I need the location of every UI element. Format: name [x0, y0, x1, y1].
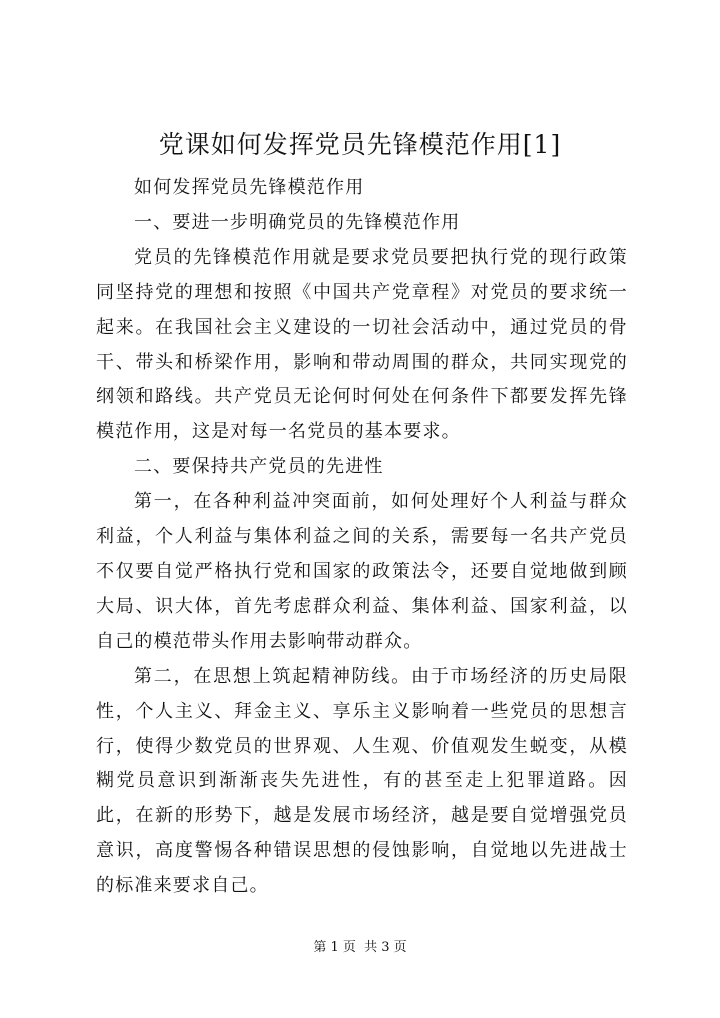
paragraph-2: 第一，在各种利益冲突面前，如何处理好个人利益与群众利益，个人利益与集体利益之间的关系，需要每一名共产党员不仅要自觉严格执行党和国家的政策法令，还要自觉地做到顾大局、识大体，首先考虑群众利益、集体利益、国家利益，以自己的模范带头作用去影响带动群众。	[96, 491, 628, 652]
paragraph-1: 党员的先锋模范作用就是要求党员要把执行党的现行政策同坚持党的理想和按照《中国共产党章程》对党员的要求统一起来。在我国社会主义建设的一切社会活动中，通过党员的骨干、带头和桥梁作用，影响和带动周围的群众，共同实现党的纲领和路线。共产党员无论何时何处在何条件下都要发挥先锋模范作用，这是对每一名党员的基本要求。	[96, 246, 628, 443]
document-body	[96, 171, 628, 904]
page-number: 第 1 页 共 3 页	[313, 940, 407, 955]
document-title: 党课如何发挥党员先锋模范作用[1]	[158, 130, 562, 159]
subtitle: 如何发挥党员先锋模范作用	[134, 177, 365, 198]
paragraph-3: 第二，在思想上筑起精神防线。由于市场经济的历史局限性，个人主义、拜金主义、享乐主义影响着一些党员的思想言行，使得少数党员的世界观、人生观、价值观发生蜕变，从模糊党员意识到渐渐丧失先进性，有的甚至走上犯罪道路。因此，在新的形势下，越是发展市场经济，越是要自觉增强党员意识，高度警惕各种错误思想的侵蚀影响，自觉地以先进战士的标准来要求自己。	[96, 665, 628, 897]
section-heading-1: 一、要进一步明确党员的先锋模范作用	[134, 211, 461, 233]
page-footer	[0, 938, 720, 958]
section-heading-2: 二、要保持共产党员的先进性	[134, 456, 384, 478]
